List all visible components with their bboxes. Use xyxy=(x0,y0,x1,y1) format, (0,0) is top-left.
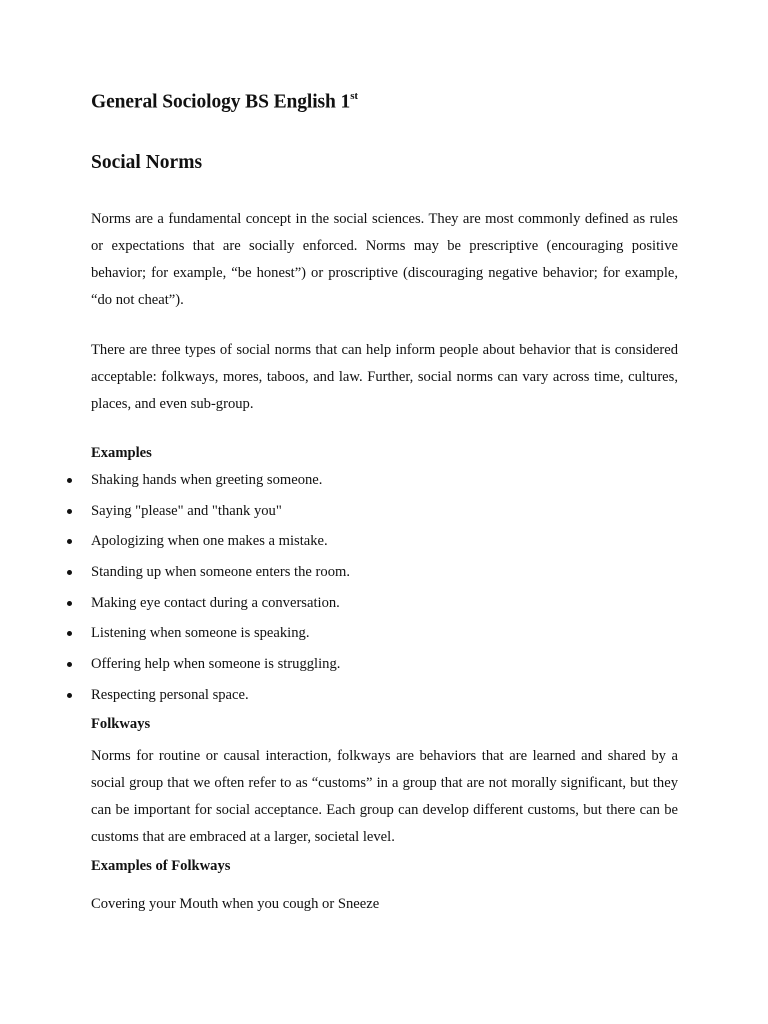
examples-of-folkways-heading: Examples of Folkways xyxy=(91,858,231,874)
list-item-text: Standing up when someone enters the room. xyxy=(91,564,350,581)
bullet-icon xyxy=(67,509,72,514)
section-title: Social Norms xyxy=(91,152,203,173)
list-item-text: Listening when someone is speaking. xyxy=(91,625,310,642)
bullet-icon xyxy=(67,693,72,698)
list-item xyxy=(91,529,350,560)
bullet-icon xyxy=(67,478,72,483)
list-item xyxy=(91,652,350,683)
folkway-example-line: Covering your Mouth when you cough or Sneeze xyxy=(91,896,380,912)
list-item xyxy=(91,683,350,714)
list-item xyxy=(91,468,350,499)
list-item-text: Respecting personal space. xyxy=(91,686,249,703)
list-item xyxy=(91,499,350,530)
document-title-superscript: st xyxy=(350,90,358,102)
list-item-text: Offering help when someone is struggling. xyxy=(91,656,341,673)
bullet-icon xyxy=(67,601,72,606)
folkways-paragraph: Norms for routine or causal interaction, folkways are behaviors that are learned and shared by a social group that we often refer to as “customs” in a group that are not morally significant, but they can be important for social acceptance. Each group can develop different customs, but there can be customs that are embraced at a larger, societal level. xyxy=(91,748,678,845)
list-item-text: Apologizing when one makes a mistake. xyxy=(91,533,328,550)
types-paragraph: There are three types of social norms that can help inform people about behavior that is considered acceptable: folkways, mores, taboos, and law. Further, social norms can vary across time, cultures, places, and even sub-group. xyxy=(91,342,678,412)
document-title xyxy=(91,91,358,114)
examples-list xyxy=(91,468,350,714)
intro-paragraph: Norms are a fundamental concept in the social sciences. They are most commonly defined as rules or expectations that are socially enforced. Norms may be prescriptive (encouraging positive behavior; for example, “be honest”) or proscriptive (discouraging negative behavior; for example, “do not cheat”). xyxy=(91,211,678,308)
list-item-text: Making eye contact during a conversation. xyxy=(91,594,340,611)
list-item xyxy=(91,560,350,591)
list-item xyxy=(91,621,350,652)
folkways-heading: Folkways xyxy=(91,716,151,732)
bullet-icon xyxy=(67,570,72,575)
examples-heading: Examples xyxy=(91,445,152,461)
bullet-icon xyxy=(67,631,72,636)
document-title-text: General Sociology BS English 1 xyxy=(91,91,351,113)
list-item-text: Shaking hands when greeting someone. xyxy=(91,472,323,488)
list-item-text: Saying "please" and "thank you" xyxy=(91,502,282,519)
bullet-icon xyxy=(67,539,72,544)
bullet-icon xyxy=(67,662,72,667)
list-item xyxy=(91,591,350,622)
